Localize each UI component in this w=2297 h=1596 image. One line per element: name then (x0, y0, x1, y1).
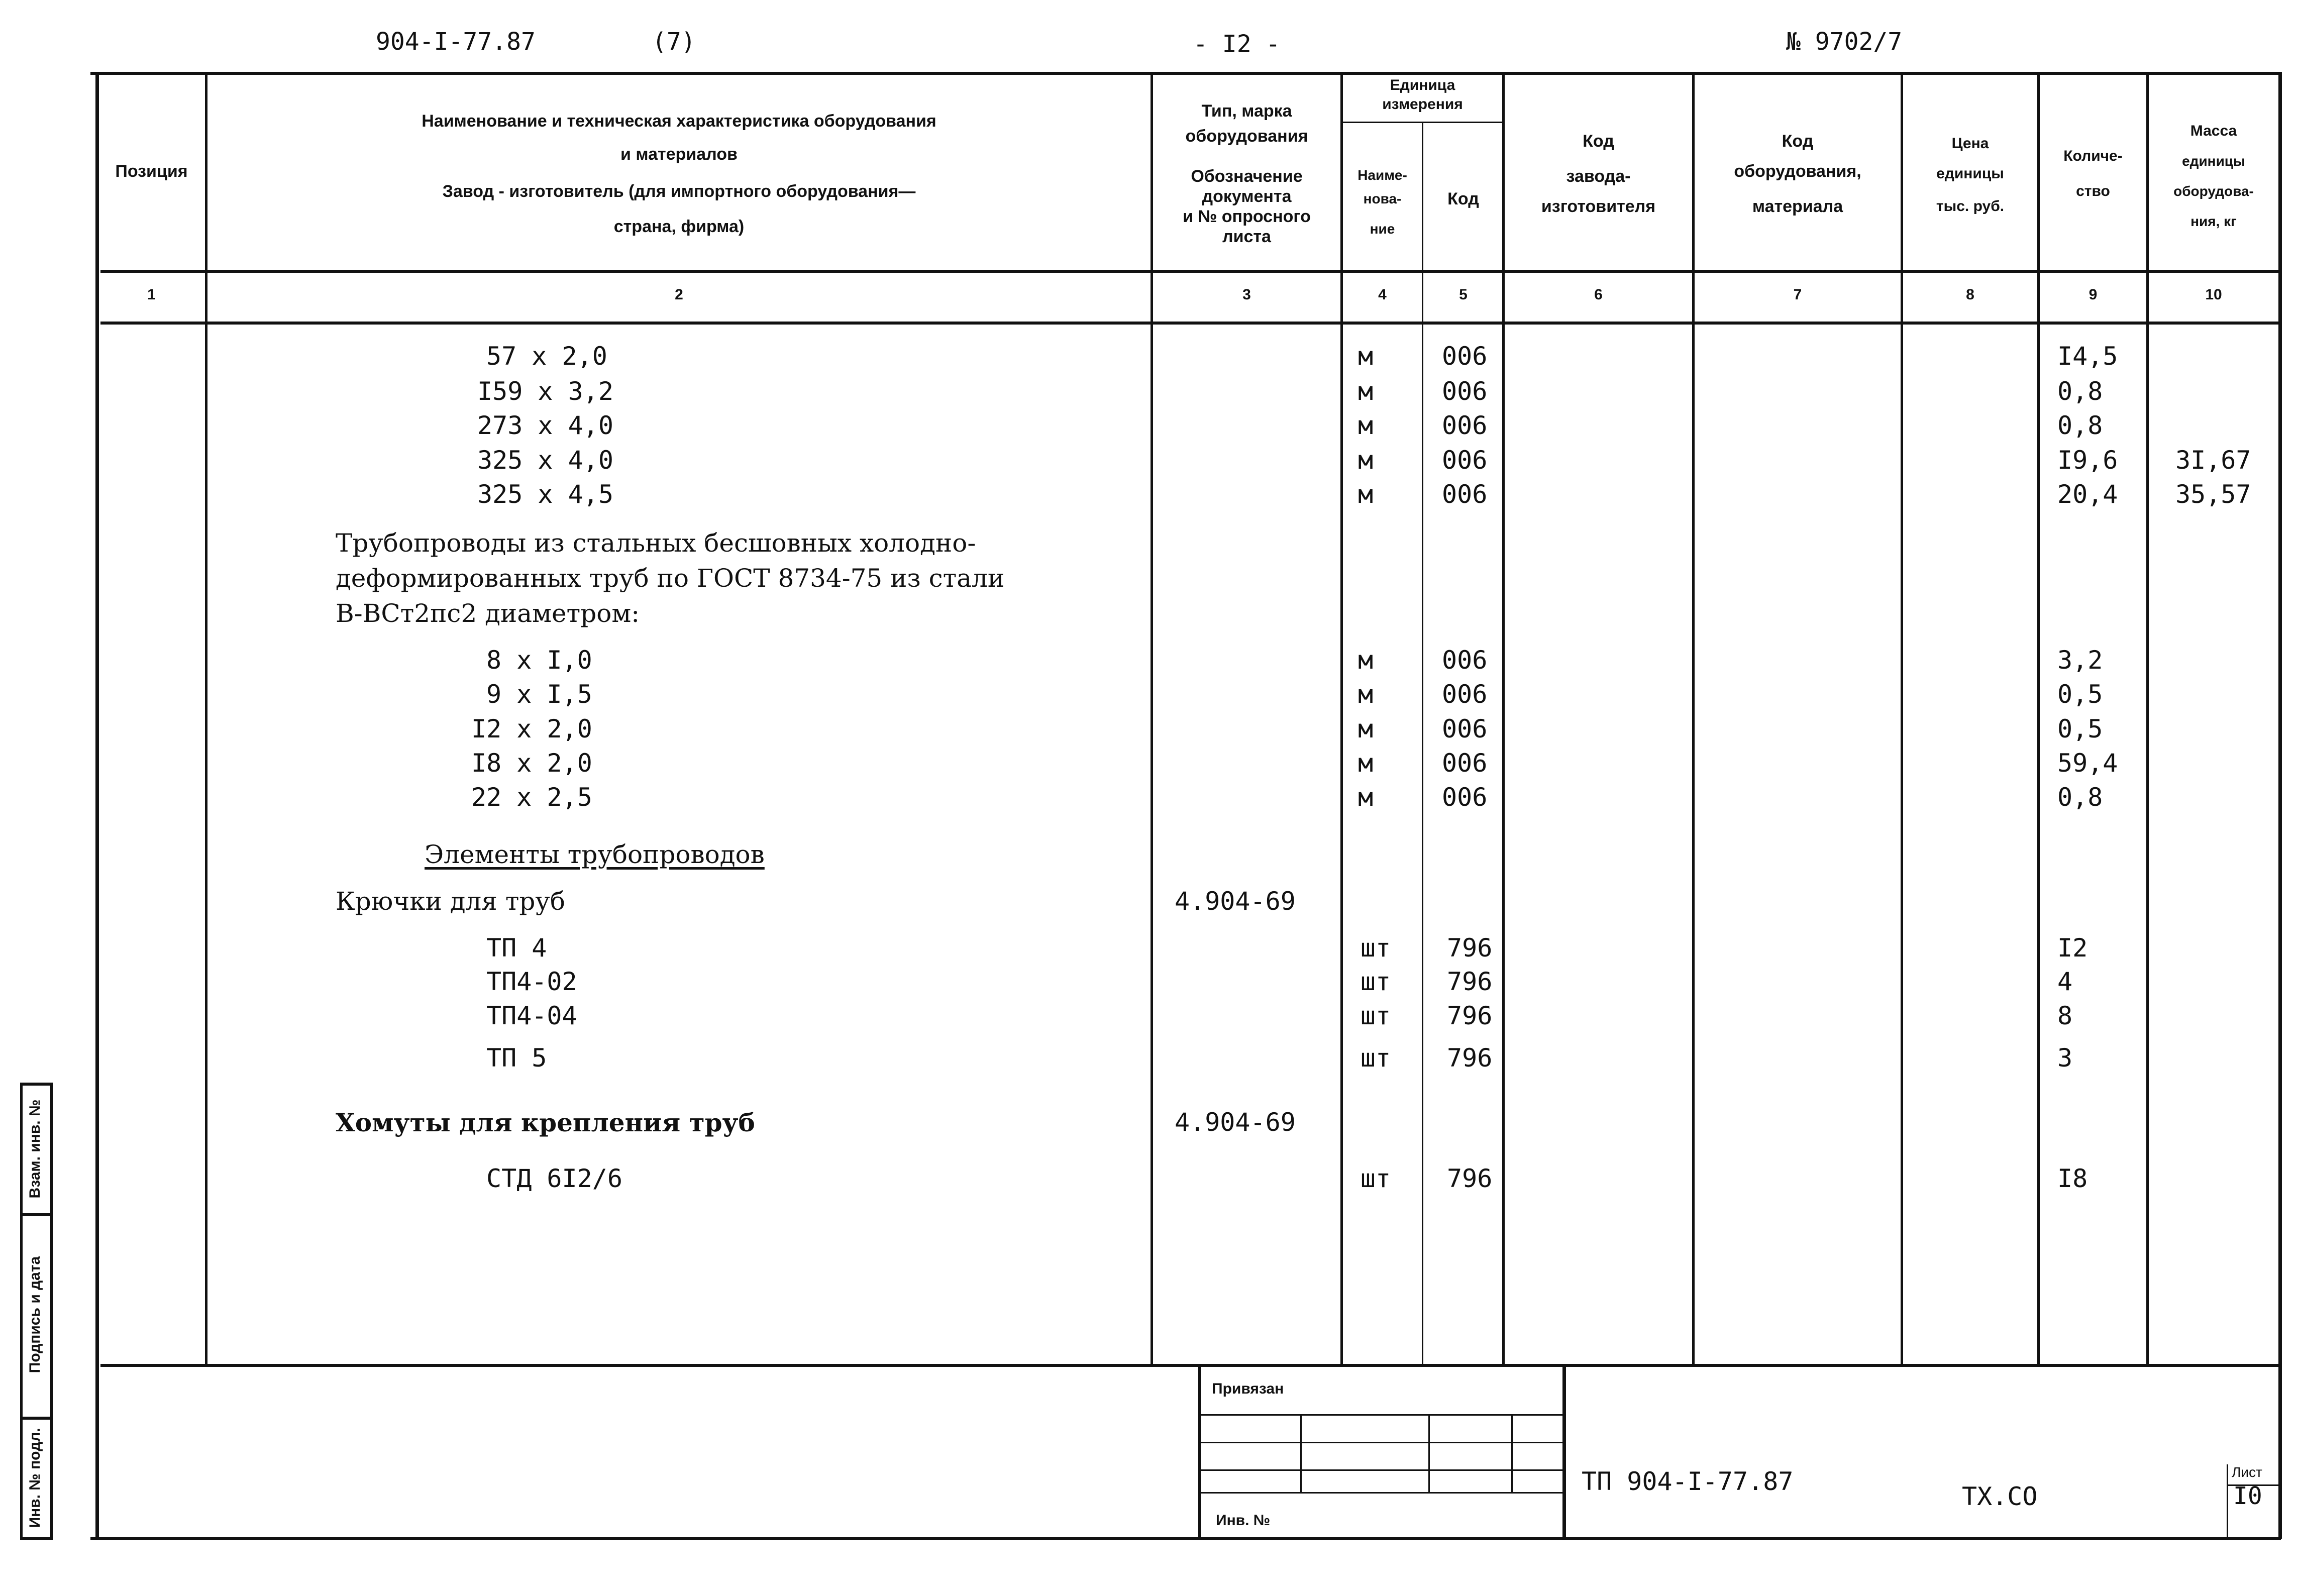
item-unit-code: 006 (1442, 342, 1488, 371)
col-name-header-l2: и материалов (620, 145, 738, 164)
tb-grid-h2 (1198, 1442, 1562, 1443)
item-unit-code: 796 (1447, 1043, 1493, 1073)
part-number: (7) (652, 28, 696, 56)
item-unit-code: 796 (1447, 1164, 1493, 1193)
signature-date-label: Подпись и дата (27, 1256, 43, 1373)
item-quantity: I8 (2057, 1164, 2088, 1193)
item-unit-code: 006 (1442, 714, 1488, 743)
page-number: - I2 - (1193, 30, 1281, 58)
hooks-label: Крючки для труб (336, 887, 565, 916)
title-block-divider (1562, 1364, 1566, 1537)
item-quantity: 20,4 (2057, 480, 2118, 509)
item-unit: м (1358, 342, 1374, 371)
col-number: 5 (1459, 286, 1468, 303)
item-unit-code: 796 (1447, 933, 1493, 963)
replacement-inventory-label: Взам. инв. № (27, 1099, 43, 1199)
item-size: 57 x 2,0 (486, 342, 607, 371)
col-equip-header-l1: Код (1782, 132, 1814, 151)
item-size: 325 x 4,0 (477, 446, 613, 475)
item-unit: м (1358, 646, 1374, 675)
section-title: Элементы трубопроводов (425, 840, 765, 869)
item-size: 22 x 2,5 (471, 783, 592, 812)
item-unit: м (1358, 680, 1374, 709)
col-unit-name-l3: ние (1370, 221, 1395, 237)
col-qty-header-l1: Количе- (2063, 148, 2123, 164)
item-unit: м (1358, 749, 1374, 778)
item-quantity: 0,8 (2057, 411, 2103, 440)
col-type-header-l4: документа (1202, 187, 1292, 206)
item-unit-code: 006 (1442, 646, 1488, 675)
title-block-left (1198, 1364, 1201, 1537)
item-unit-code: 006 (1442, 411, 1488, 440)
item-mass: 3I,67 (2175, 446, 2251, 475)
col-divider-9 (2146, 72, 2149, 1364)
item-size: I59 x 3,2 (477, 377, 613, 406)
item-unit: м (1358, 783, 1374, 812)
col-number: 9 (2089, 286, 2098, 303)
item-quantity: 8 (2057, 1001, 2073, 1030)
item-unit: м (1358, 480, 1374, 509)
col-divider-4 (1422, 122, 1423, 1364)
stamp-left-border (20, 1083, 23, 1537)
col-equip-header-l2: оборудования, (1734, 162, 1861, 181)
item-quantity: 0,8 (2057, 377, 2103, 406)
item-unit-code: 796 (1447, 967, 1493, 996)
item-size: 8 x I,0 (486, 646, 592, 675)
tb-grid-h4 (1198, 1492, 1562, 1494)
col-mfr-header-l2: завода- (1566, 167, 1631, 186)
clamps-label: Хомуты для крепления труб (336, 1108, 755, 1137)
item-name: ТП 5 (486, 1043, 547, 1073)
col-unit-header-l1: Единица (1390, 77, 1455, 93)
col-mass-header-l2: единицы (2182, 153, 2245, 169)
col-number: 8 (1966, 286, 1974, 303)
col-unit-name-l1: Наиме- (1358, 167, 1407, 183)
col-divider-1 (205, 72, 207, 1364)
col-unit-name-l2: нова- (1363, 191, 1402, 206)
item-quantity: 3 (2057, 1043, 2073, 1073)
col-unit-code-header: Код (1447, 189, 1479, 208)
item-unit-code: 006 (1442, 480, 1488, 509)
item-size: I8 x 2,0 (471, 749, 592, 778)
item-name: ТП4-02 (486, 967, 577, 996)
item-unit-code: 006 (1442, 446, 1488, 475)
item-size: 273 x 4,0 (477, 411, 613, 440)
item-quantity: I2 (2057, 933, 2088, 963)
item-unit: шт (1360, 967, 1391, 996)
item-quantity: 0,8 (2057, 783, 2103, 812)
inventory-label: Инв. № (1216, 1512, 1271, 1529)
col-name-header-l1: Наименование и техническая характеристика оборудования (422, 112, 936, 131)
col-number-rule (100, 322, 2281, 325)
item-unit: шт (1360, 933, 1391, 963)
col-mass-header-l1: Масса (2190, 123, 2237, 139)
attached-label: Привязан (1212, 1380, 1284, 1397)
col-position-header: Позиция (115, 162, 188, 181)
item-mass: 35,57 (2175, 480, 2251, 509)
item-unit-code: 006 (1442, 377, 1488, 406)
header-bottom-rule (100, 270, 2281, 273)
col-divider-8 (2037, 72, 2040, 1364)
archive-number: № 9702/7 (1786, 28, 1903, 56)
item-size: I2 x 2,0 (471, 714, 592, 743)
item-unit: шт (1360, 1001, 1391, 1030)
sheet-number: I0 (2233, 1482, 2262, 1510)
col-divider-5 (1502, 72, 1505, 1364)
col-type-header-l3: Обозначение (1191, 167, 1303, 186)
tb-grid-v1 (1300, 1414, 1302, 1492)
tb-grid-h1 (1198, 1414, 1562, 1416)
col-number: 10 (2205, 286, 2222, 303)
stamp-div-1 (20, 1213, 53, 1216)
item-quantity: I4,5 (2057, 342, 2118, 371)
col-mfr-header-l3: изготовителя (1541, 197, 1656, 216)
col-divider-2 (1151, 72, 1153, 1364)
item-unit: м (1358, 714, 1374, 743)
item-quantity: I9,6 (2057, 446, 2118, 475)
pipes-description-l3: В-ВСт2пс2 диаметром: (336, 599, 640, 628)
document-mark: ТХ.СО (1962, 1482, 2038, 1511)
item-name: СТД 6I2/6 (486, 1164, 622, 1193)
frame-bottom (90, 1537, 2281, 1540)
col-equip-header-l3: материала (1752, 197, 1843, 216)
tb-grid-h3 (1198, 1469, 1562, 1471)
item-size: 9 x I,5 (486, 680, 592, 709)
col-number: 3 (1242, 286, 1251, 303)
item-unit-code: 006 (1442, 680, 1488, 709)
col-mass-header-l3: оборудова- (2173, 183, 2254, 199)
item-quantity: 0,5 (2057, 714, 2103, 743)
tb-grid-v3 (1511, 1414, 1513, 1492)
item-name: ТП 4 (486, 933, 547, 963)
sheet-cell-border (2227, 1464, 2228, 1537)
pipes-description-l2: деформированных труб по ГОСТ 8734-75 из стали (336, 564, 1005, 593)
doc-code: 904-I-77.87 (376, 28, 536, 56)
document-designation: ТП 904-I-77.87 (1582, 1467, 1794, 1496)
col-mass-header-l4: ния, кг (2190, 214, 2237, 229)
col-number: 4 (1378, 286, 1387, 303)
tb-grid-v2 (1428, 1414, 1430, 1492)
col-qty-header-l2: ство (2076, 183, 2110, 199)
hooks-document: 4.904-69 (1175, 887, 1296, 916)
item-unit-code: 006 (1442, 783, 1488, 812)
item-quantity: 59,4 (2057, 749, 2118, 778)
col-price-header-l1: Цена (1951, 135, 1989, 152)
col-type-header-l6: листа (1222, 227, 1271, 246)
item-name: ТП4-04 (486, 1001, 577, 1030)
item-size: 325 x 4,5 (477, 480, 613, 509)
pipes-description-l1: Трубопроводы из стальных бесшовных холодно- (336, 528, 976, 558)
item-unit-code: 006 (1442, 749, 1488, 778)
body-bottom-rule (100, 1364, 2281, 1367)
item-quantity: 3,2 (2057, 646, 2103, 675)
frame-right (2278, 72, 2282, 1539)
item-unit: шт (1360, 1164, 1391, 1193)
col-type-header-l2: оборудования (1185, 127, 1308, 146)
clamps-document: 4.904-69 (1175, 1108, 1296, 1137)
item-unit: м (1358, 411, 1374, 440)
col-mfr-header-l1: Код (1583, 132, 1614, 151)
item-unit: м (1358, 377, 1374, 406)
item-unit: шт (1360, 1043, 1391, 1073)
original-inventory-label: Инв. № подл. (27, 1428, 43, 1528)
item-quantity: 0,5 (2057, 680, 2103, 709)
col-number: 7 (1793, 286, 1802, 303)
col-name-header-l4: страна, фирма) (613, 217, 745, 236)
col-price-header-l3: тыс. руб. (1936, 198, 2005, 215)
col-unit-header-l2: измерения (1382, 96, 1463, 113)
col-name-header-l3: Завод - изготовитель (для импортного оборудования— (442, 182, 916, 201)
stamp-top (20, 1083, 53, 1086)
stamp-right-border (50, 1083, 53, 1537)
frame-top (90, 72, 2281, 75)
col-divider-6 (1692, 72, 1695, 1364)
col-divider-7 (1901, 72, 1903, 1364)
col-number: 1 (147, 286, 156, 303)
item-unit: м (1358, 446, 1374, 475)
col-type-header-l1: Тип, марка (1201, 101, 1292, 121)
col-number: 6 (1594, 286, 1603, 303)
col-type-header-l5: и № опросного (1183, 207, 1311, 226)
sheet-label: Лист (2232, 1464, 2262, 1480)
item-unit-code: 796 (1447, 1001, 1493, 1030)
col-price-header-l2: единицы (1936, 165, 2004, 182)
col-number: 2 (675, 286, 683, 303)
item-quantity: 4 (2057, 967, 2073, 996)
